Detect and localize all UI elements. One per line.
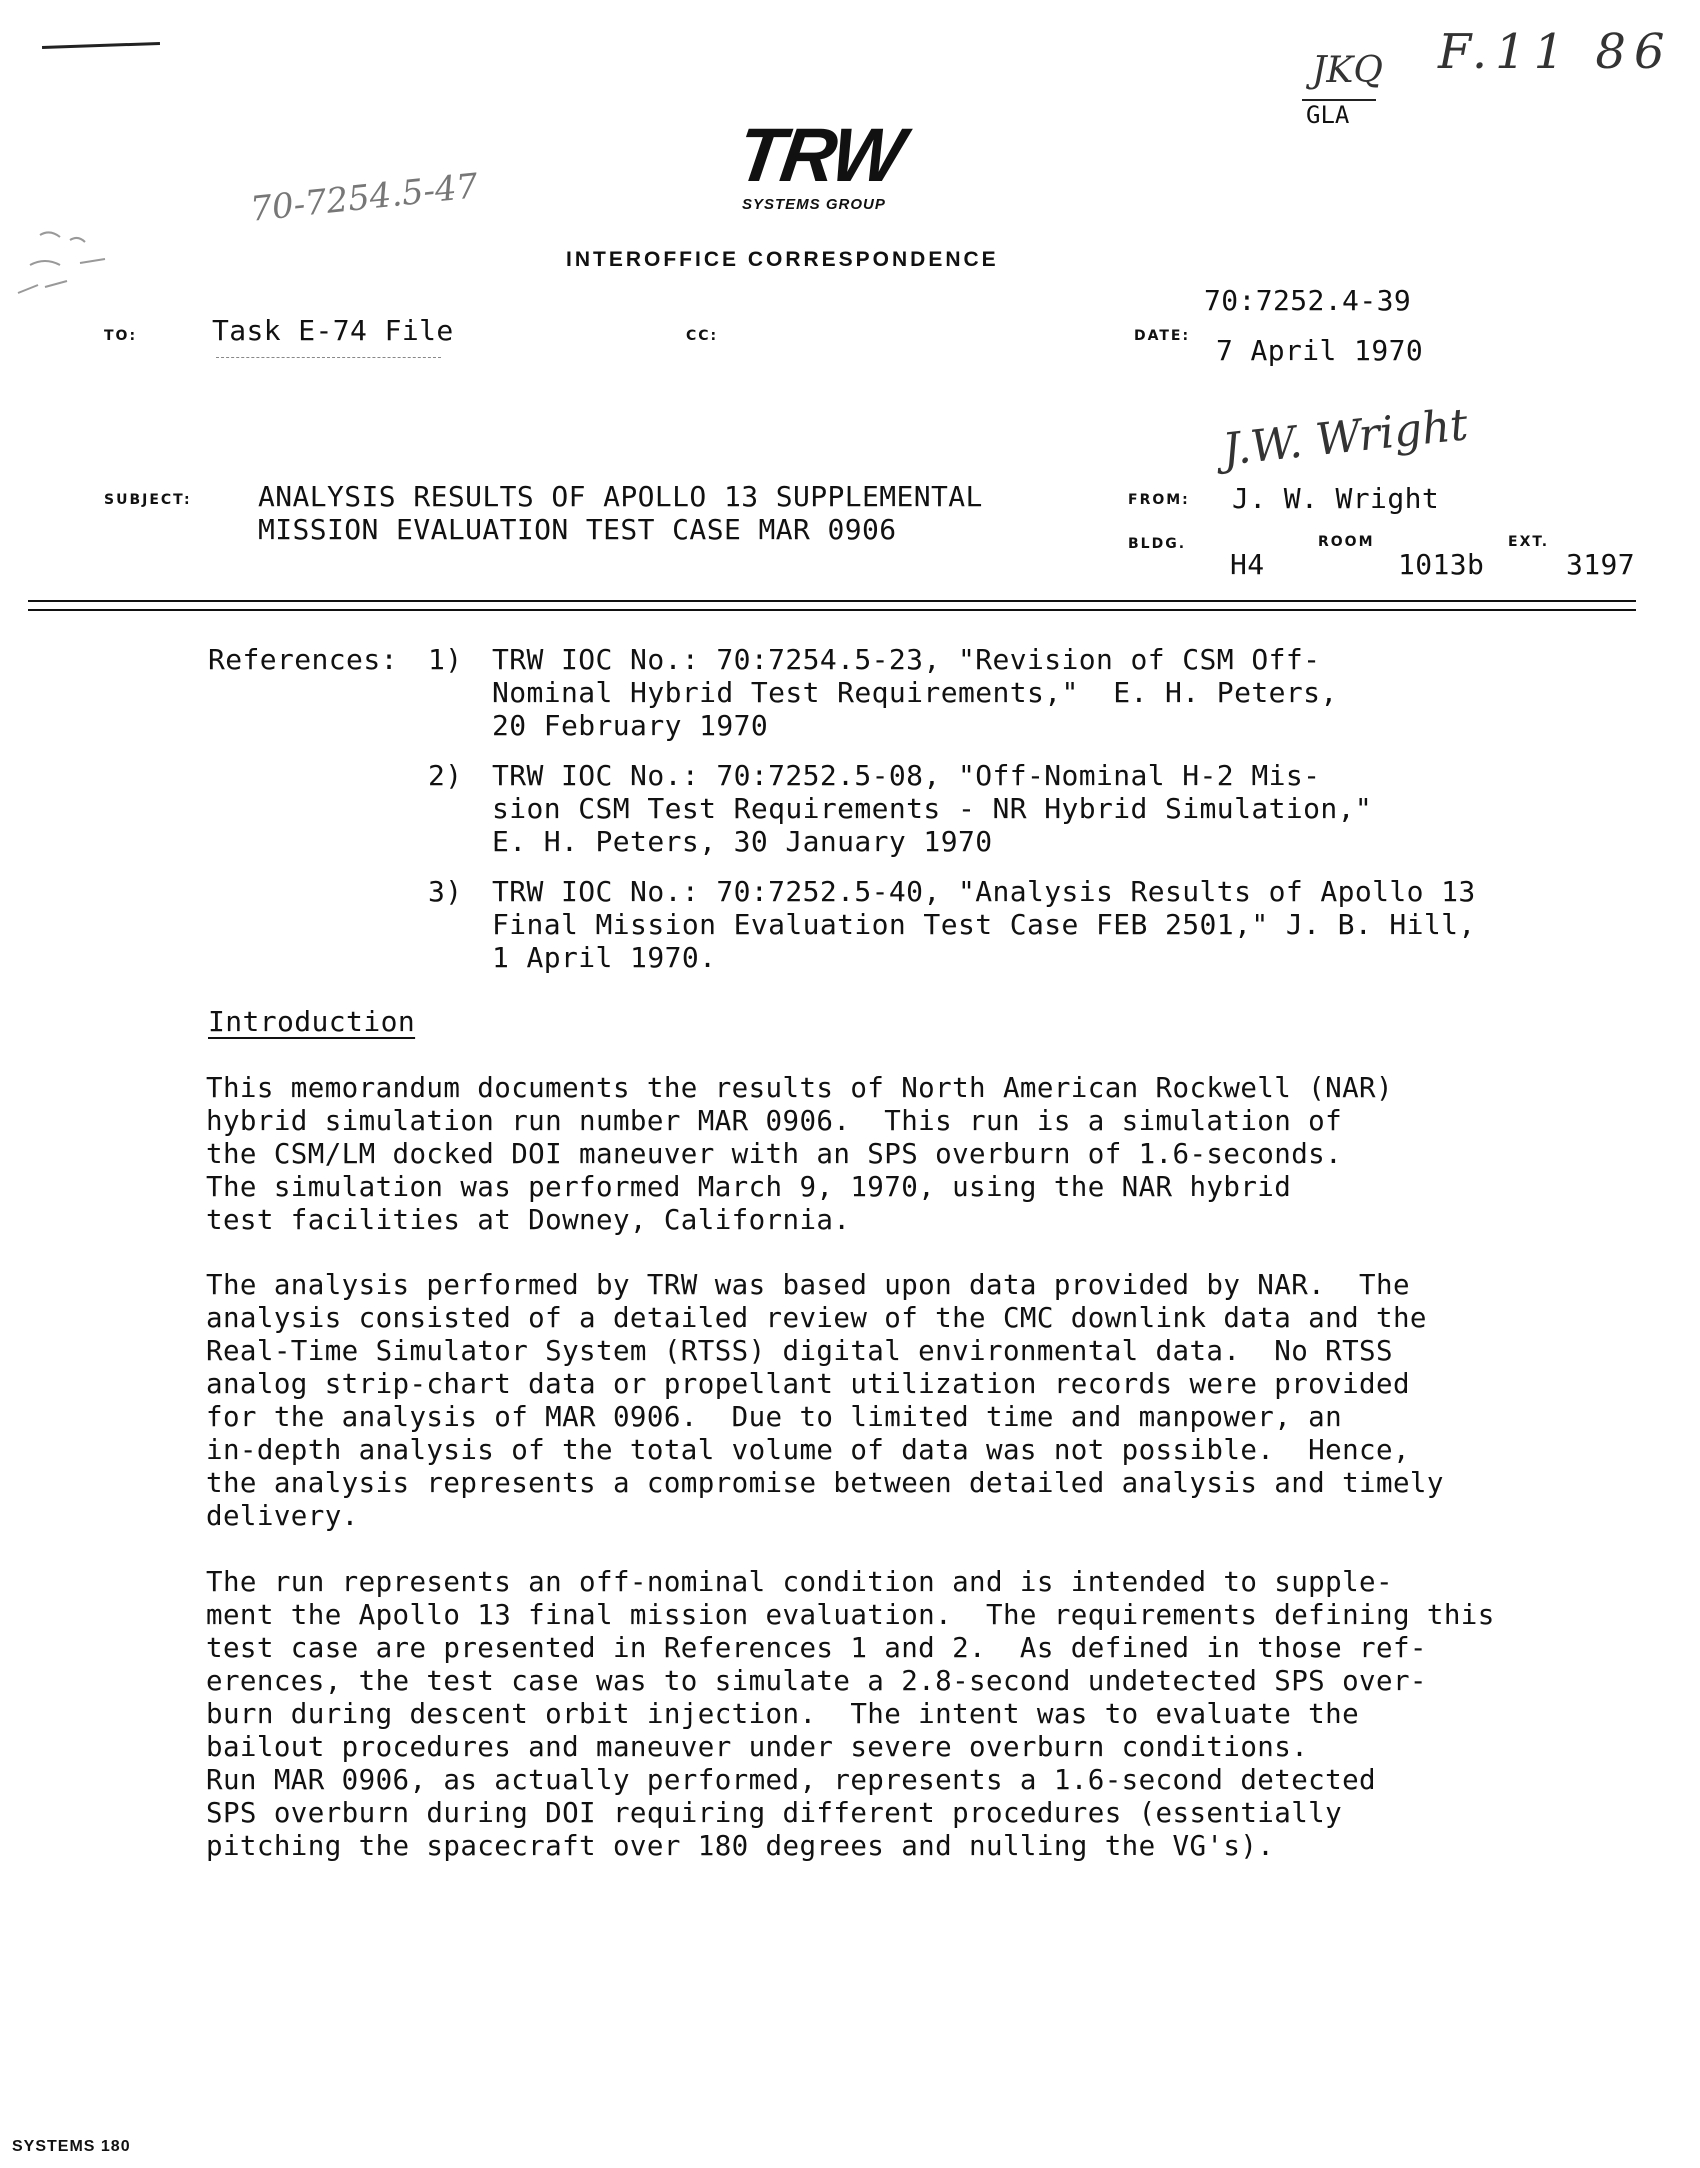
- room-value: 1013b: [1398, 548, 1485, 581]
- paragraph-line: This memorandum documents the results of North American Rockwell (NAR): [206, 1072, 1393, 1104]
- ext-value: 3197: [1566, 548, 1636, 581]
- faint-scribble: [10, 215, 160, 305]
- reference-3-number: 3): [428, 875, 463, 908]
- ext-label: EXT.: [1508, 534, 1550, 550]
- paragraph-line: the analysis represents a compromise between detailed analysis and timely: [206, 1467, 1444, 1499]
- paragraph-line: analog strip-chart data or propellant utilization records were provided: [206, 1368, 1410, 1400]
- reference-2-line: TRW IOC No.: 70:7252.5-08, "Off-Nominal H-2 Mis-: [492, 759, 1321, 792]
- introduction-heading: Introduction: [208, 1005, 416, 1038]
- form-id: SYSTEMS 180: [12, 2138, 131, 2155]
- paragraph-1: [206, 1072, 1393, 1237]
- to-underline: [216, 357, 441, 358]
- company-group: SYSTEMS GROUP: [742, 196, 886, 213]
- paragraph-line: hybrid simulation run number MAR 0906. This run is a simulation of: [206, 1105, 1343, 1137]
- paragraph-line: test facilities at Downey, California.: [206, 1204, 851, 1236]
- paragraph-line: Run MAR 0906, as actually performed, represents a 1.6-second detected: [206, 1764, 1376, 1796]
- paragraph-line: delivery.: [206, 1500, 359, 1532]
- paragraph-line: The run represents an off-nominal condition and is intended to supple-: [206, 1566, 1393, 1598]
- bldg-value: H4: [1230, 548, 1265, 581]
- paragraph-line: pitching the spacecraft over 180 degrees and nulling the VG's).: [206, 1830, 1275, 1862]
- paragraph-line: The simulation was performed March 9, 1970, using the NAR hybrid: [206, 1171, 1292, 1203]
- reference-1-line: 20 February 1970: [492, 709, 769, 742]
- reference-2-number: 2): [428, 759, 463, 792]
- subject-label: SUBJECT:: [104, 492, 192, 508]
- paragraph-line: erences, the test case was to simulate a 2.8-second undetected SPS over-: [206, 1665, 1427, 1697]
- to-label: TO:: [104, 328, 138, 344]
- handwritten-note: F.11 86: [1438, 24, 1673, 80]
- bldg-label: BLDG.: [1128, 536, 1187, 552]
- references-label: References:: [208, 643, 398, 676]
- handwritten-initials: JKQ: [1312, 50, 1383, 91]
- paragraph-line: SPS overburn during DOI requiring different procedures (essentially: [206, 1797, 1343, 1829]
- reference-1: [492, 643, 1338, 742]
- reference-3: [492, 875, 1476, 974]
- document-number: 70:7252.4-39: [1204, 284, 1412, 317]
- room-label: ROOM: [1318, 534, 1375, 550]
- to-value: Task E-74 File: [212, 314, 454, 347]
- reference-2-line: E. H. Peters, 30 January 1970: [492, 825, 993, 858]
- paragraph-line: ment the Apollo 13 final mission evaluation. The requirements defining this: [206, 1599, 1495, 1631]
- gla-label: GLA: [1306, 101, 1350, 129]
- paragraph-2: [206, 1269, 1444, 1533]
- paragraph-line: for the analysis of MAR 0906. Due to limited time and manpower, an: [206, 1401, 1343, 1433]
- paragraph-line: The analysis performed by TRW was based upon data provided by NAR. The: [206, 1269, 1410, 1301]
- paragraph-line: bailout procedures and maneuver under severe overburn conditions.: [206, 1731, 1309, 1763]
- reference-2-line: sion CSM Test Requirements - NR Hybrid Simulation,": [492, 792, 1373, 825]
- paragraph-3: [206, 1566, 1495, 1863]
- reference-2: [492, 759, 1372, 858]
- paragraph-line: analysis consisted of a detailed review of the CMC downlink data and the: [206, 1302, 1427, 1334]
- company-logo: TRW: [732, 113, 907, 198]
- handwritten-file-number: 70-7254.5-47: [248, 166, 480, 230]
- from-value: J. W. Wright: [1232, 482, 1440, 515]
- from-label: FROM:: [1128, 492, 1190, 508]
- header-divider-bottom: [28, 609, 1636, 611]
- reference-1-line: TRW IOC No.: 70:7254.5-23, "Revision of CSM Off-: [492, 643, 1321, 676]
- date-value: 7 April 1970: [1216, 334, 1424, 367]
- subject-line-1: ANALYSIS RESULTS OF APOLLO 13 SUPPLEMENTAL: [258, 480, 983, 513]
- header-divider-top: [28, 600, 1636, 602]
- paragraph-line: Real-Time Simulator System (RTSS) digital environmental data. No RTSS: [206, 1335, 1393, 1367]
- paragraph-line: the CSM/LM docked DOI maneuver with an SPS overburn of 1.6-seconds.: [206, 1138, 1343, 1170]
- paragraph-line: in-depth analysis of the total volume of data was not possible. Hence,: [206, 1434, 1410, 1466]
- paragraph-line: burn during descent orbit injection. The intent was to evaluate the: [206, 1698, 1360, 1730]
- reference-3-line: 1 April 1970.: [492, 941, 717, 974]
- reference-3-line: TRW IOC No.: 70:7252.5-40, "Analysis Results of Apollo 13: [492, 875, 1476, 908]
- reference-1-number: 1): [428, 643, 463, 676]
- date-label: DATE:: [1134, 328, 1191, 344]
- reference-1-line: Nominal Hybrid Test Requirements," E. H. Peters,: [492, 676, 1338, 709]
- paragraph-line: test case are presented in References 1 and 2. As defined in those ref-: [206, 1632, 1427, 1664]
- signature: J.W. Wright: [1220, 399, 1471, 476]
- subject-line-2: MISSION EVALUATION TEST CASE MAR 0906: [258, 513, 897, 546]
- cc-label: CC:: [686, 328, 719, 344]
- corner-mark: [42, 42, 160, 49]
- document-type-title: INTEROFFICE CORRESPONDENCE: [566, 248, 999, 271]
- reference-3-line: Final Mission Evaluation Test Case FEB 2501," J. B. Hill,: [492, 908, 1476, 941]
